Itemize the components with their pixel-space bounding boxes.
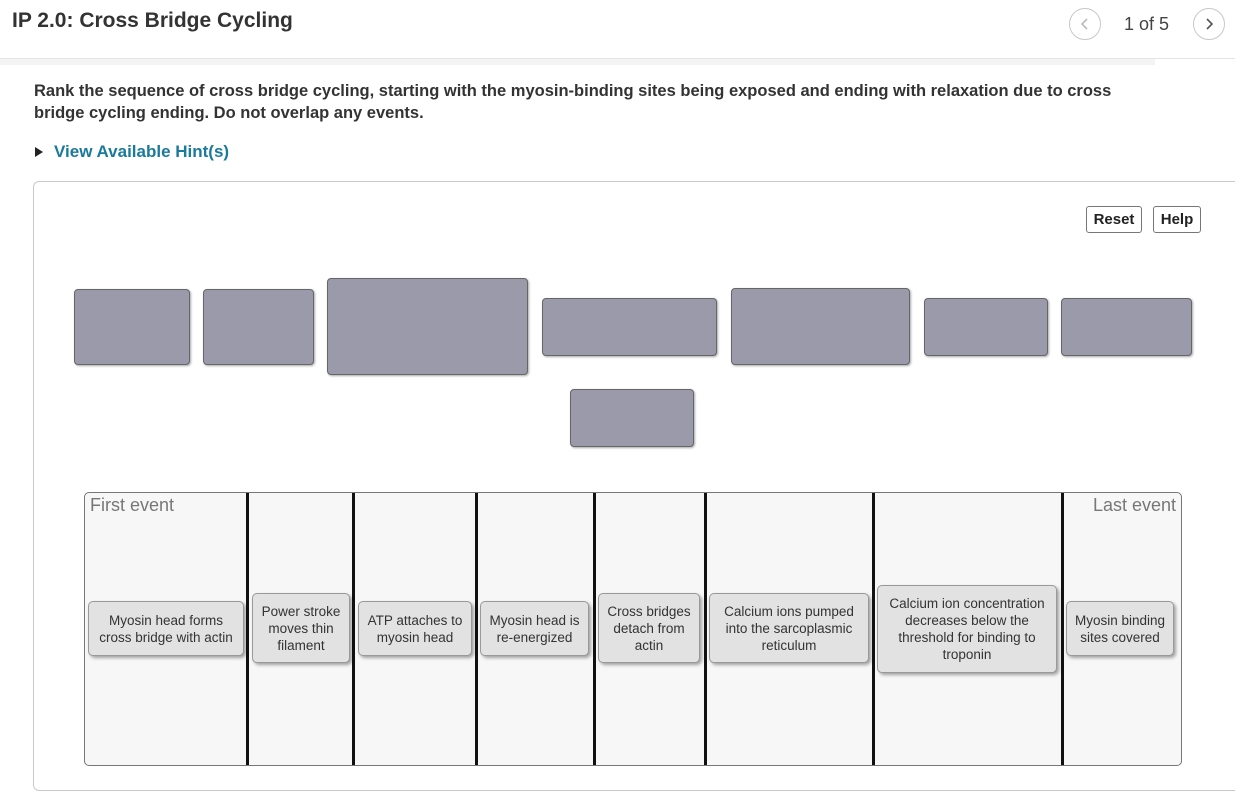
view-hints-label[interactable]: View Available Hint(s) <box>54 142 230 161</box>
chevron-right-icon <box>1202 17 1216 31</box>
ranked-card[interactable]: Power stroke moves thin filament <box>252 593 350 663</box>
ranked-card[interactable]: Myosin head forms cross bridge with actin <box>88 601 244 656</box>
next-button[interactable] <box>1193 8 1225 40</box>
rank-divider <box>1061 493 1064 765</box>
last-event-label: Last event <box>1092 495 1176 515</box>
ranked-card[interactable]: Myosin head is re-energized <box>480 601 589 656</box>
empty-source-slot[interactable] <box>203 289 314 365</box>
empty-source-slot[interactable] <box>327 278 528 375</box>
rank-divider <box>593 493 596 765</box>
rank-divider <box>704 493 707 765</box>
question-instructions: Rank the sequence of cross bridge cycling, starting with the myosin-binding sites being exposed and ending with relaxation due to cross bridge cycling ending. Do not overlap any events. <box>34 82 1112 122</box>
rank-divider <box>246 493 249 765</box>
empty-source-slot[interactable] <box>74 289 190 365</box>
empty-source-slot[interactable] <box>731 288 910 365</box>
help-button[interactable]: Help <box>1153 206 1201 233</box>
rank-divider <box>352 493 355 765</box>
rank-divider <box>475 493 478 765</box>
ranked-card[interactable]: Cross bridges detach from actin <box>598 593 700 663</box>
subheader-band <box>0 59 1155 65</box>
ranked-card[interactable]: Calcium ion concentration decreases below the threshold for binding to troponin <box>877 585 1057 673</box>
previous-button[interactable] <box>1069 8 1101 40</box>
empty-source-slot[interactable] <box>542 298 717 356</box>
rank-divider <box>872 493 875 765</box>
ranked-card[interactable]: Calcium ions pumped into the sarcoplasmic reticulum <box>709 593 869 663</box>
first-event-label: First event <box>90 495 175 515</box>
pager-status: 1 of 5 <box>1124 14 1170 34</box>
chevron-left-icon <box>1078 17 1092 31</box>
triangle-right-icon <box>34 146 44 158</box>
empty-source-slot[interactable] <box>1061 298 1192 356</box>
ranked-card[interactable]: ATP attaches to myosin head <box>358 601 472 656</box>
empty-source-slot[interactable] <box>570 389 694 447</box>
reset-button[interactable]: Reset <box>1086 206 1142 233</box>
page-title: IP 2.0: Cross Bridge Cycling <box>12 9 293 32</box>
empty-source-slot[interactable] <box>924 298 1048 356</box>
view-hints-toggle[interactable] <box>34 142 229 162</box>
ranked-card[interactable]: Myosin binding sites covered <box>1066 601 1174 656</box>
